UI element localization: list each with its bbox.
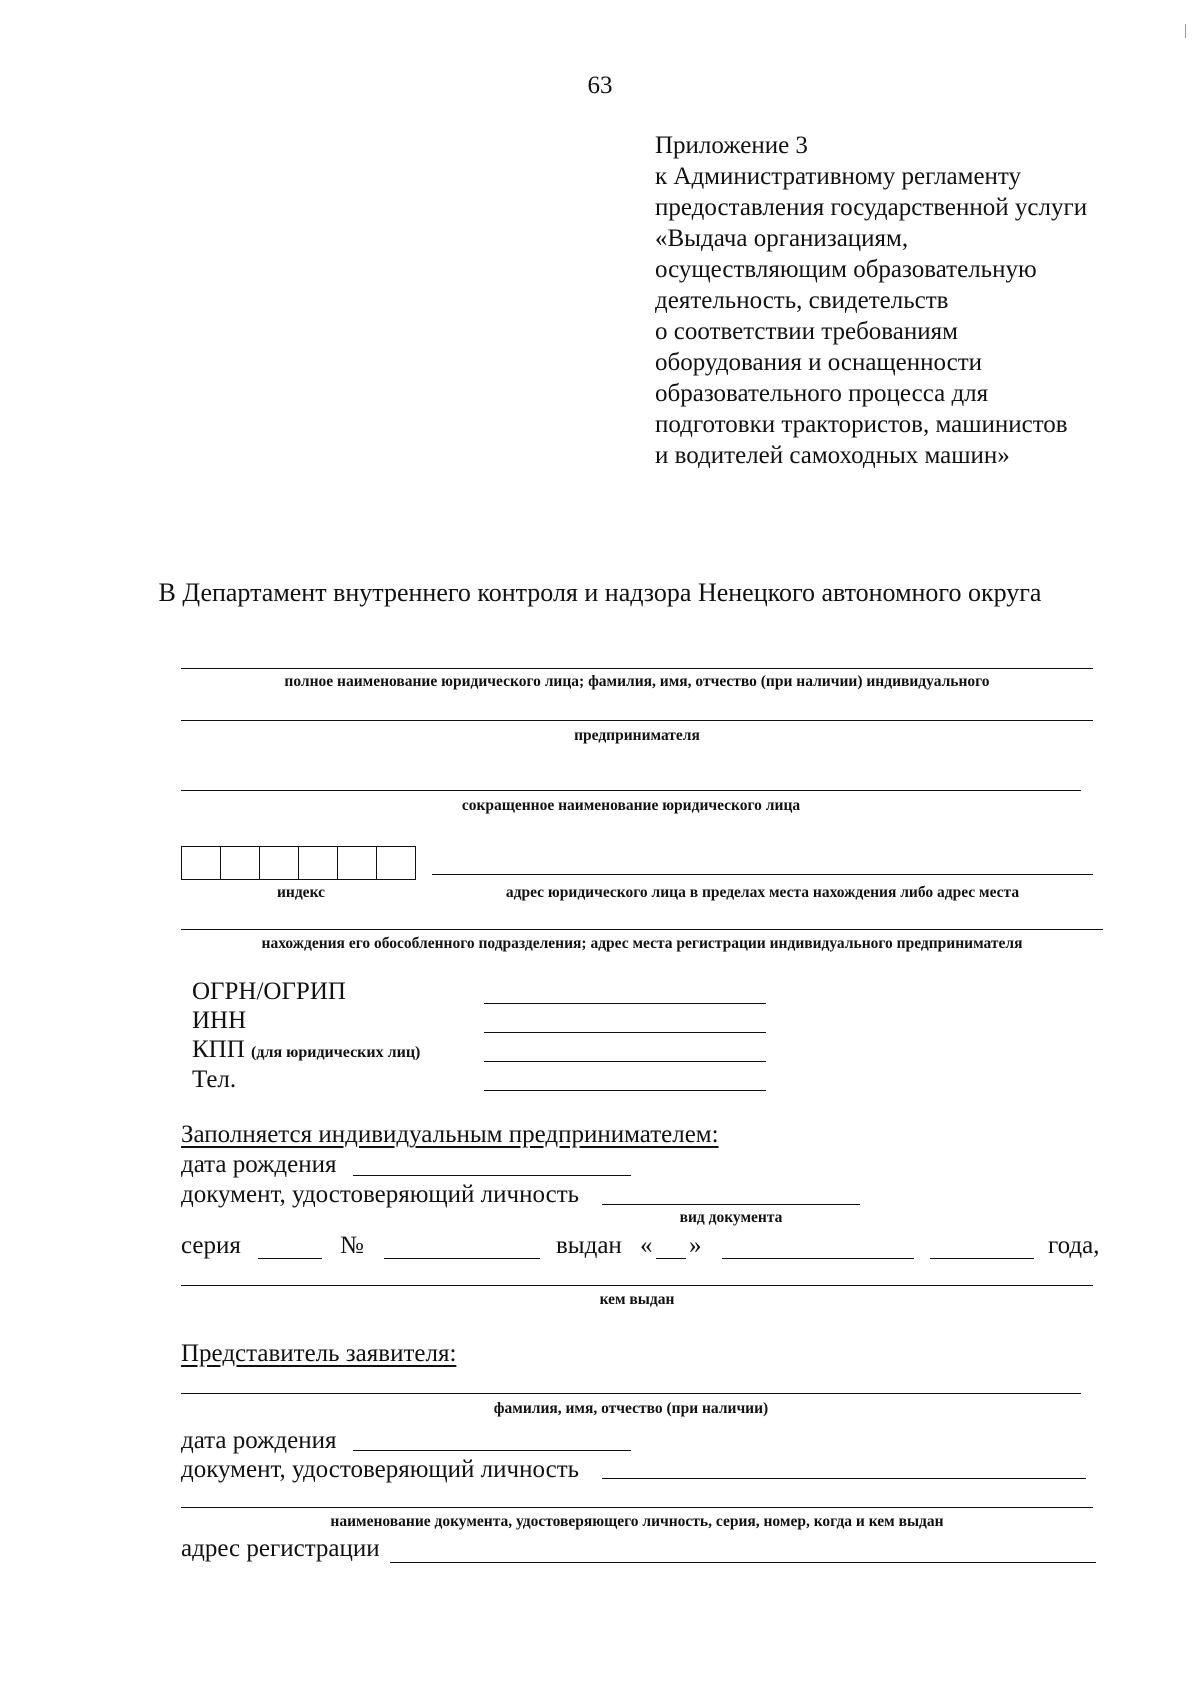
entrepreneur-doc-type-field[interactable]: [602, 1204, 860, 1205]
index-caption: индекс: [276, 884, 325, 901]
issued-by-field[interactable]: [181, 1285, 1093, 1286]
full-name-caption-1: полное наименование юридического лица; фамилия, имя, отчество (при наличии) индивидуального: [284, 673, 990, 690]
tel-field[interactable]: [484, 1090, 766, 1091]
appendix-line: к Административному регламенту: [655, 163, 1022, 190]
number-field[interactable]: [384, 1258, 540, 1259]
appendix-header: [655, 130, 1087, 471]
short-name-caption: сокращенное наименование юридического лица: [461, 797, 801, 814]
full-name-caption-2: предпринимателя: [574, 727, 700, 744]
representative-name-field[interactable]: [181, 1393, 1081, 1394]
representative-doc-details-field[interactable]: [181, 1507, 1093, 1508]
representative-id-doc-label: документ, удостоверяющий личность: [181, 1456, 580, 1483]
registration-address-field[interactable]: [390, 1562, 1096, 1563]
issue-month-field[interactable]: [722, 1258, 914, 1259]
entrepreneur-id-doc-label: документ, удостоверяющий личность: [181, 1181, 580, 1208]
kpp-label: [192, 1036, 420, 1064]
index-cell[interactable]: [260, 847, 299, 879]
ogrn-label: ОГРН/ОГРИП: [192, 978, 346, 1005]
representative-name-caption: фамилия, имя, отчество (при наличии): [493, 1400, 769, 1417]
registration-address-label: адрес регистрации: [181, 1535, 380, 1562]
appendix-line: деятельность, свидетельств: [655, 287, 949, 314]
address-caption-1: адрес юридического лица в пределах места нахождения либо адрес места: [505, 884, 1020, 901]
page-number: 63: [587, 72, 613, 99]
quote-open: «: [640, 1232, 653, 1259]
year-label: года,: [1048, 1232, 1100, 1259]
issued-label: выдан: [556, 1232, 622, 1259]
index-cell[interactable]: [182, 847, 221, 879]
address-line-2[interactable]: [181, 929, 1103, 930]
appendix-line: и водителей самоходных машин»: [655, 442, 1010, 469]
full-name-line-1[interactable]: [181, 668, 1093, 669]
appendix-line: оборудования и оснащенности: [655, 349, 983, 376]
appendix-line: Приложение 3: [655, 132, 808, 159]
tel-label: Тел.: [192, 1066, 237, 1093]
doc-type-caption: вид документа: [679, 1209, 783, 1226]
short-name-line[interactable]: [181, 790, 1081, 791]
recipient-heading: В Департамент внутреннего контроля и надзора Ненецкого автономного округа: [158, 578, 1042, 607]
index-cell[interactable]: [377, 847, 415, 879]
appendix-line: подготовки трактористов, машинистов: [655, 411, 1068, 438]
kpp-note: (для юридических лиц): [251, 1044, 421, 1061]
inn-label: ИНН: [192, 1007, 247, 1034]
representative-birth-date-field[interactable]: [353, 1450, 631, 1451]
inn-field[interactable]: [484, 1032, 766, 1033]
kpp-label-text: КПП: [192, 1036, 245, 1063]
scan-edge-mark: [1185, 24, 1186, 38]
address-caption-2: нахождения его обособленного подразделения; адрес места регистрации индивидуального предпринимателя: [261, 935, 1023, 952]
appendix-line: осуществляющим образовательную: [655, 256, 1037, 283]
full-name-line-2[interactable]: [181, 720, 1093, 721]
appendix-line: предоставления государственной услуги: [655, 194, 1088, 221]
index-cell[interactable]: [221, 847, 260, 879]
ogrn-field[interactable]: [484, 1003, 766, 1004]
address-line-1[interactable]: [432, 874, 1093, 875]
entrepreneur-heading: Заполняется индивидуальным предпринимателем:: [181, 1121, 719, 1148]
representative-doc-caption: наименование документа, удостоверяющего личность, серия, номер, когда и кем выдан: [330, 1513, 944, 1530]
series-label: серия: [181, 1232, 241, 1259]
entrepreneur-birth-date-label: дата рождения: [181, 1151, 337, 1178]
number-label: №: [340, 1232, 364, 1259]
issued-by-caption: кем выдан: [599, 1291, 675, 1308]
representative-id-doc-field[interactable]: [602, 1478, 1086, 1479]
kpp-field[interactable]: [484, 1061, 766, 1062]
index-cell[interactable]: [299, 847, 338, 879]
appendix-line: «Выдача организациям,: [655, 225, 909, 252]
series-field[interactable]: [258, 1258, 322, 1259]
issue-day-field[interactable]: [656, 1258, 686, 1259]
issue-year-field[interactable]: [930, 1258, 1034, 1259]
representative-heading: Представитель заявителя:: [181, 1340, 457, 1367]
appendix-line: о соответствии требованиям: [655, 318, 958, 345]
entrepreneur-birth-date-field[interactable]: [353, 1175, 631, 1176]
quote-close: »: [689, 1232, 702, 1259]
representative-birth-date-label: дата рождения: [181, 1427, 337, 1454]
appendix-line: образовательного процесса для: [655, 380, 989, 407]
postal-index-boxes[interactable]: [181, 846, 416, 880]
index-cell[interactable]: [338, 847, 377, 879]
